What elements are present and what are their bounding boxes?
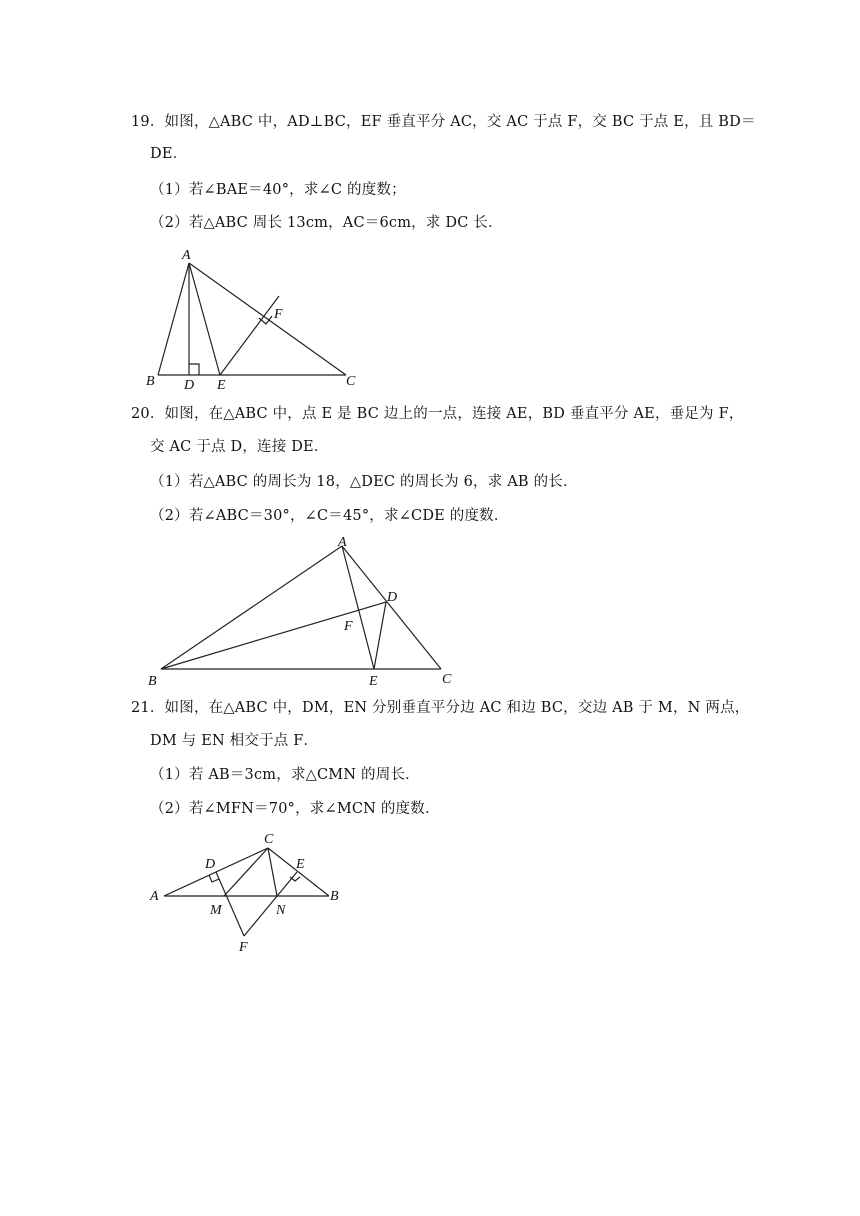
problem-20-part-2: （2）若∠ABC＝30°，∠C＝45°，求∠CDE 的度数． xyxy=(150,508,509,524)
label-B: B xyxy=(146,374,155,389)
label-C: C xyxy=(264,832,274,847)
problem-19-diagram xyxy=(140,242,370,392)
problem-20-figure xyxy=(140,530,460,694)
segment-AC xyxy=(189,263,346,375)
label-A: A xyxy=(338,535,347,550)
label-B: B xyxy=(148,674,157,689)
label-E: E xyxy=(296,857,305,872)
label-B: B xyxy=(330,889,339,904)
segment-BD xyxy=(161,602,386,669)
segment-AB xyxy=(161,546,342,669)
problem-19-figure xyxy=(140,242,370,396)
label-E: E xyxy=(217,378,226,392)
problem-21-figure xyxy=(140,828,360,967)
segment-CB xyxy=(268,848,329,896)
label-F: F xyxy=(344,619,353,634)
label-A: A xyxy=(150,889,159,904)
problem-19-stem-line-2: DE． xyxy=(150,146,188,162)
problem-21-stem-line-1: 21．如图，在△ABC 中，DM，EN 分别垂直平分边 AC 和边 BC，交边 AB 于 M，N 两点， xyxy=(131,700,750,716)
problem-21-part-2: （2）若∠MFN＝70°，求∠MCN 的度数． xyxy=(150,801,440,817)
segment-DE xyxy=(374,602,386,669)
problem-21-stem-line-2: DM 与 EN 相交于点 F． xyxy=(150,733,319,749)
label-F: F xyxy=(239,940,248,955)
segment-AB xyxy=(158,263,189,375)
label-D: D xyxy=(205,857,216,872)
label-C: C xyxy=(442,672,452,687)
problem-19-stem-line-1: 19．如图，△ABC 中，AD⊥BC，EF 垂直平分 AC，交 AC 于点 F，交 BC 于点 E，且 BD＝ xyxy=(131,114,756,130)
label-C: C xyxy=(346,374,356,389)
problem-20-stem-line-1: 20．如图，在△ABC 中，点 E 是 BC 边上的一点，连接 AE，BD 垂直平分 AE，垂足为 F， xyxy=(131,406,744,422)
segment-CM xyxy=(224,848,268,896)
segment-AE xyxy=(189,263,220,375)
problem-19-part-1: （1）若∠BAE＝40°，求∠C 的度数； xyxy=(150,182,406,198)
problem-20-diagram xyxy=(140,530,460,690)
right-angle-D xyxy=(189,364,199,375)
label-E: E xyxy=(369,674,378,689)
label-M: M xyxy=(210,903,222,918)
problem-19-part-2: （2）若△ABC 周长 13cm，AC＝6cm，求 DC 长． xyxy=(150,215,503,231)
problem-20-part-1: （1）若△ABC 的周长为 18，△DEC 的周长为 6，求 AB 的长． xyxy=(150,474,578,490)
problem-21-part-1: （1）若 AB＝3cm，求△CMN 的周长． xyxy=(150,767,420,783)
segment-EF-extended xyxy=(220,296,279,375)
label-D: D xyxy=(184,378,195,392)
segment-AC xyxy=(342,546,441,669)
label-N: N xyxy=(276,903,286,918)
problem-20-stem-line-2: 交 AC 于点 D，连接 DE． xyxy=(150,439,329,455)
segment-CN xyxy=(268,848,277,896)
label-F: F xyxy=(274,307,283,322)
problem-21-diagram xyxy=(140,828,360,963)
label-A: A xyxy=(182,248,191,263)
label-D: D xyxy=(387,590,398,605)
segment-EF xyxy=(244,872,297,936)
